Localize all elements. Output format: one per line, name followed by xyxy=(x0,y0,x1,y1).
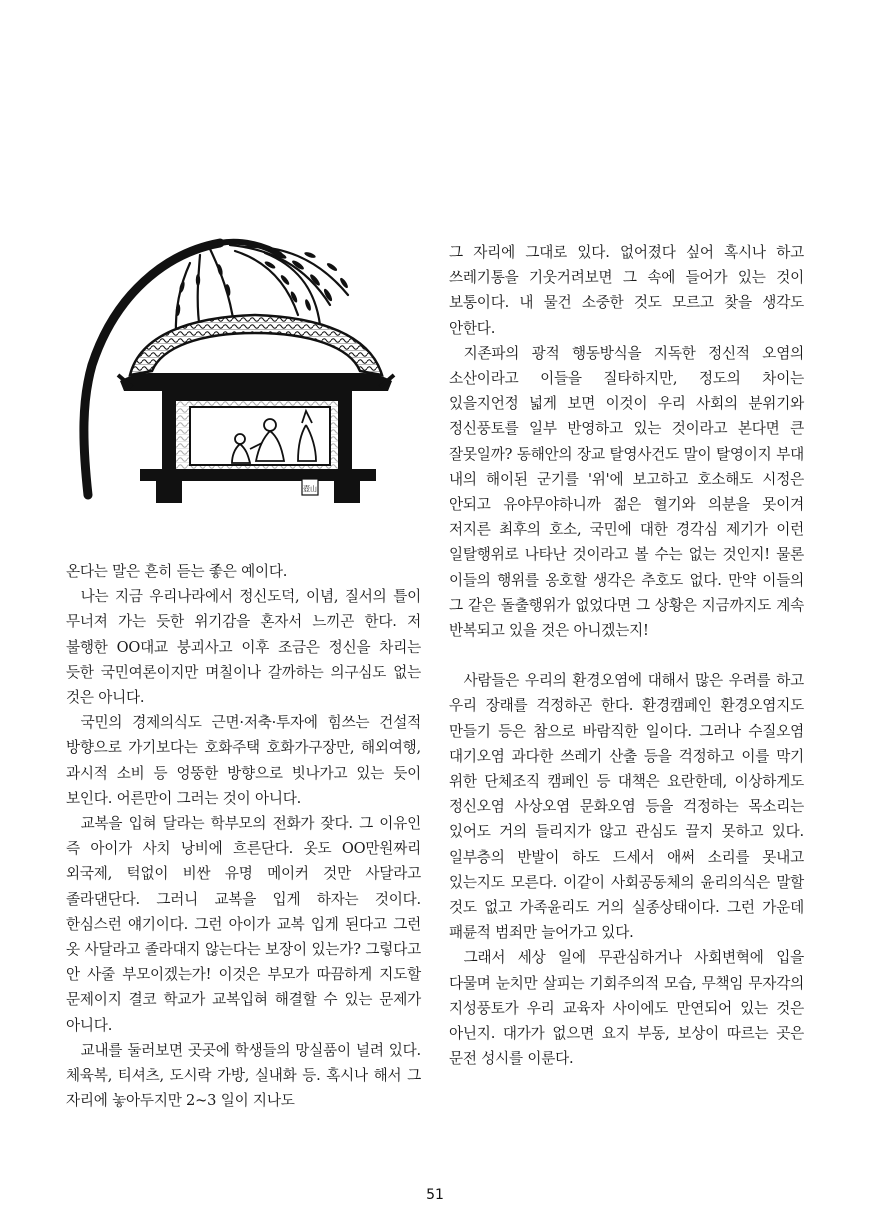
paragraph: 교복을 입혀 달라는 학부모의 전화가 잦다. 그 이유인 즉 아이가 사치 낭비에 흐른단다. 옷도 OO만원짜리 외국제, 턱없이 비싼 유명 메이커 것만 사달라고 졸라댄단다. 그러니 교복을 입게 하자는 것이다. 한심스런 얘기이다. 그런 아이가 교복 입게 된다고 그런 옷 사달라고 졸라대지 않는다는 보장이 있는가? 그렇다고 안 사줄 부모이겠는가! 이것은 부모가 따끔하게 지도할 문제이지 결코 학교가 교복입혀 해결할 수 있는 문제가 아니다. xyxy=(66,815,421,1034)
paragraph: 사람들은 우리의 환경오염에 대해서 많은 우려를 하고 우리 장래를 걱정하곤 한다. 환경캠페인 환경오염지도 만들기 등은 참으로 바람직한 일이다. 그러나 수질오염 대기오염 과다한 쓰레기 산출 등을 걱정하고 이를 막기 위한 단체조직 캠페인 등 대책은 요란한데, 이상하게도 정신오염 사상오염 문화오염 등을 걱정하는 목소리는 있어도 거의 들리지가 않고 관심도 끌지 못하고 있다. 일부층의 반발이 하도 드세서 애써 소리를 못내고 있는지도 모른다. 이같이 사회공동체의 윤리의식은 말할 것도 없고 가족윤리도 거의 실종상태이다. 그런 가운데 패륜적 범죄만 늘어가고 있다. xyxy=(449,672,804,942)
willow-pavilion-illustration xyxy=(70,225,430,525)
paragraph: 교내를 둘러보면 곳곳에 학생들의 망실품이 널려 있다. 체육복, 티셔츠, 도시락 가방, 실내화 등. 혹시나 해서 그 자리에 놓아두지만 2~3 일이 지나도 xyxy=(66,1041,421,1110)
paragraph: 그 자리에 그대로 있다. 없어졌다 싶어 혹시나 하고 쓰레기통을 기웃거려보면 그 속에 들어가 있는 것이 보통이다. 내 물건 소중한 것도 모르고 찾을 생각도 안한다. xyxy=(449,244,804,337)
left-text-column xyxy=(66,559,421,1113)
paragraph: 나는 지금 우리나라에서 정신도덕, 이념, 질서의 틀이 무너져 가는 듯한 위기감을 혼자서 느끼곤 한다. 저 불행한 OO대교 붕괴사고 이후 조금은 정신을 차리는 듯한 국민여론이지만 며칠이나 갈까하는 의구심도 없는 것은 아니다. xyxy=(66,588,421,707)
right-text-column xyxy=(449,240,804,1072)
page-number: 51 xyxy=(426,1187,444,1203)
section-gap xyxy=(449,643,804,668)
paragraph: 지존파의 광적 행동방식을 지독한 정신적 오염의 소산이라고 이들을 질타하지만, 정도의 차이는 있을지언정 넓게 보면 이것이 우리 사회의 분위기와 정신풍토를 일부 반영하고 있는 것이라고 본다면 큰 잘못일까? 동해안의 장교 탈영사건도 말이 탈영이지 부대 내의 해이된 군기를 '위'에 보고하고 호소해도 시정은 안되고 유야무야하니까 젊은 혈기와 의분을 못이겨 저지른 최후의 호소, 국민에 대한 경각심 제기가 이런 일탈행위로 나타난 것이라고 볼 수는 없는 것인지! 물론 이들의 행위를 옹호할 생각은 추호도 없다. 만약 이들의 그 같은 돌출행위가 없었다면 그 상황은 지금까지도 계속 반복되고 있을 것은 아니겠는지! xyxy=(449,344,804,640)
paragraph: 온다는 말은 흔히 듣는 좋은 예이다. xyxy=(66,563,288,580)
paragraph: 국민의 경제의식도 근면·저축·투자에 힘쓰는 건설적 방향으로 가기보다는 호화주택 호화가구장만, 해외여행, 과시적 소비 등 엉뚱한 방향으로 빗나가고 있는 듯이 보인다. 어른만이 그러는 것이 아니다. xyxy=(66,714,421,807)
artist-seal: 壺山 xyxy=(303,485,317,493)
paragraph: 그래서 세상 일에 무관심하거나 사회변혁에 입을 다물며 눈치만 살피는 기회주의적 모습, 무책임 무자각의 지성풍토가 우리 교육자 사이에도 만연되어 있는 것은 아닌지. 대가가 없으면 요지 부동, 보상이 따르는 곳은 문전 성시를 이룬다. xyxy=(449,949,804,1068)
